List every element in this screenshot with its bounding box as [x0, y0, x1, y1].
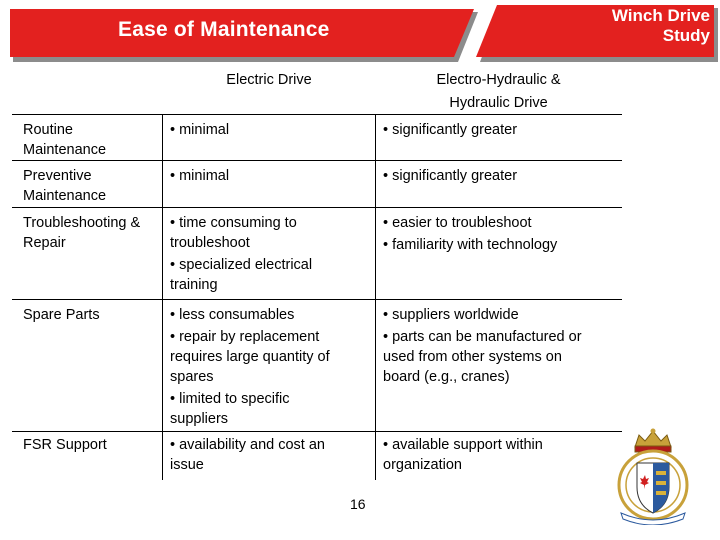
table-rule: [12, 160, 622, 161]
cell-bullet-cont: training: [170, 277, 218, 293]
column-header-electric: [163, 70, 375, 90]
cell-bullet: • time consuming to: [170, 215, 297, 231]
cell-bullet: • repair by replacement: [170, 329, 320, 345]
header-banner: [0, 0, 720, 62]
cell-electric-spare-parts: [170, 305, 370, 429]
cell-bullet: • less consumables: [170, 307, 295, 323]
cell-bullet-cont: requires large quantity of: [170, 349, 330, 365]
page-number: 16: [350, 496, 366, 512]
naval-crest-icon: [613, 427, 693, 530]
cell-bullet: • minimal: [170, 168, 230, 184]
cell-hydraulic-preventive: [383, 166, 618, 186]
study-label-line1: Winch Drive: [611, 6, 710, 25]
cell-electric-fsr-support: [170, 435, 370, 475]
cell-bullet-cont: used from other systems on: [383, 349, 562, 365]
row-label-fsr-support: [23, 435, 161, 455]
cell-bullet-cont: suppliers: [170, 411, 229, 427]
table-column-rule: [375, 114, 376, 480]
row-label-spare-parts: [23, 305, 161, 325]
cell-electric-routine: [170, 120, 370, 140]
row-label-line: Repair: [23, 235, 66, 251]
cell-bullet: • available support within: [383, 437, 543, 453]
row-label-preventive: [23, 166, 161, 206]
row-label-troubleshooting: [23, 213, 163, 253]
cell-bullet: • parts can be manufactured or: [383, 329, 582, 345]
study-label: [560, 6, 710, 46]
row-label-line: Maintenance: [23, 188, 107, 204]
cell-bullet: • significantly greater: [383, 168, 518, 184]
column-header-hydraulic-line2: Hydraulic Drive: [449, 95, 548, 111]
row-label-line: FSR Support: [23, 437, 107, 453]
table-column-rule: [162, 114, 163, 480]
cell-bullet-cont: troubleshoot: [170, 235, 250, 251]
column-header-hydraulic: [376, 70, 621, 113]
cell-hydraulic-routine: [383, 120, 618, 140]
cell-hydraulic-spare-parts: [383, 305, 618, 387]
row-label-line: Troubleshooting &: [23, 215, 141, 231]
cell-bullet-cont: spares: [170, 369, 214, 385]
cell-electric-preventive: [170, 166, 370, 186]
cell-bullet: • limited to specific: [170, 391, 290, 407]
column-header-hydraulic-line1: Electro-Hydraulic &: [436, 72, 561, 88]
column-header-electric-text: Electric Drive: [226, 72, 312, 88]
row-label-line: Spare Parts: [23, 307, 100, 323]
table-rule: [12, 299, 622, 300]
table-rule: [12, 431, 622, 432]
cell-electric-troubleshooting: [170, 213, 370, 295]
study-label-line2: Study: [662, 26, 710, 45]
cell-hydraulic-fsr-support: [383, 435, 618, 475]
cell-bullet: • familiarity with technology: [383, 237, 558, 253]
cell-bullet: • minimal: [170, 122, 230, 138]
table-rule: [12, 114, 622, 115]
row-label-line: Preventive: [23, 168, 92, 184]
row-label-line: Routine: [23, 122, 73, 138]
cell-bullet: • availability and cost an: [170, 437, 325, 453]
cell-bullet-cont: organization: [383, 457, 462, 473]
page-title: Ease of Maintenance: [118, 18, 330, 41]
cell-bullet: • significantly greater: [383, 122, 518, 138]
cell-bullet: • specialized electrical: [170, 257, 313, 273]
row-label-line: Maintenance: [23, 142, 107, 158]
row-label-routine: [23, 120, 161, 160]
cell-bullet: • suppliers worldwide: [383, 307, 519, 323]
cell-bullet-cont: board (e.g., cranes): [383, 369, 510, 385]
cell-bullet: • easier to troubleshoot: [383, 215, 532, 231]
cell-hydraulic-troubleshooting: [383, 213, 618, 255]
cell-bullet-cont: issue: [170, 457, 204, 473]
table-rule: [12, 207, 622, 208]
